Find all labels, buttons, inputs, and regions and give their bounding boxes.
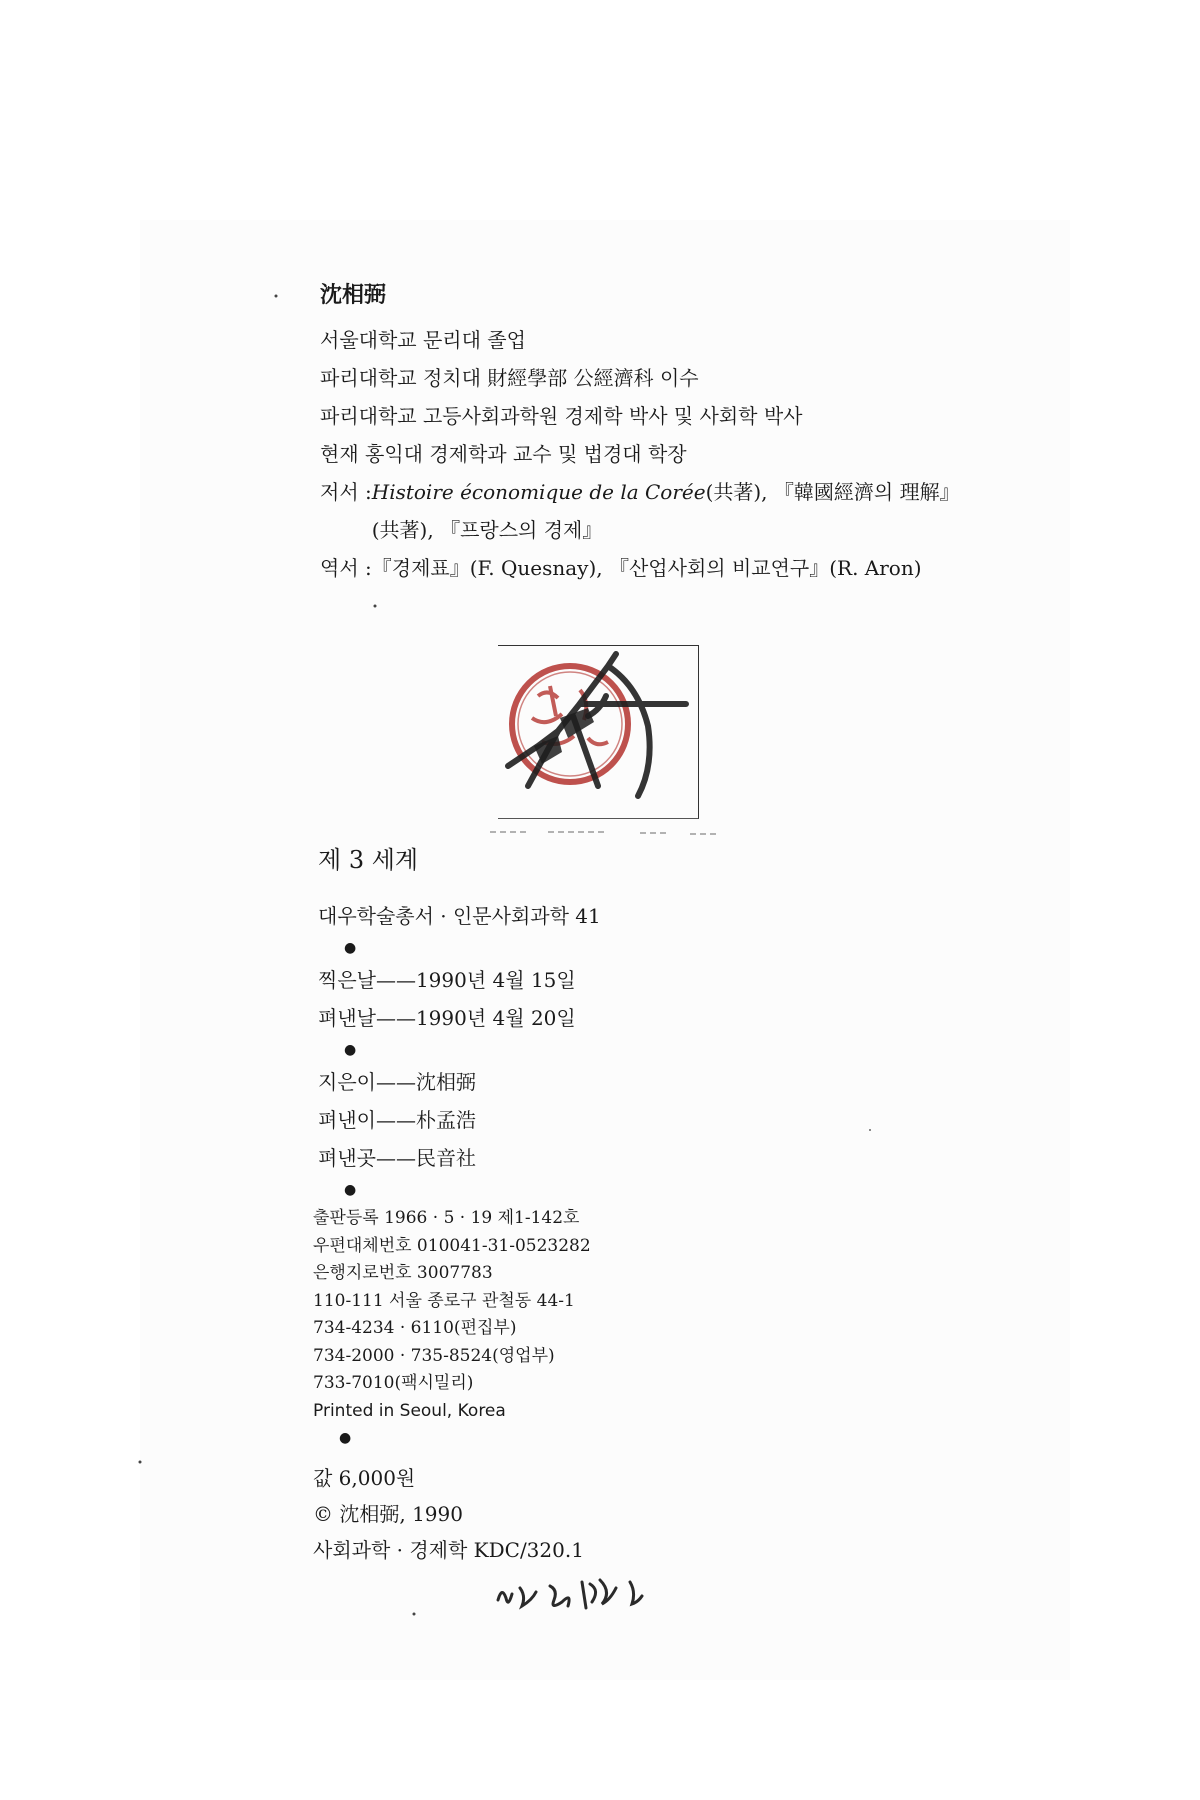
publisher-info-line: 출판등록 1966 · 5 · 19 제1-142호 <box>313 1208 580 1228</box>
author-block <box>320 278 960 587</box>
bio-line: 현재 홍익대 경제학과 교수 및 법경대 학장 <box>320 442 687 466</box>
publisher-info-line: 은행지로번호 3007783 <box>313 1263 493 1283</box>
price: 값 6,000원 <box>313 1466 416 1490</box>
publisher-credit: 펴낸이——朴孟浩 <box>318 1108 476 1132</box>
author-name: 沈相弼 <box>320 282 387 308</box>
publisher-info-line: 733-7010(팩시밀리) <box>313 1373 474 1393</box>
works-rest: (共著), 『韓國經濟의 理解』(共著), 『프랑스의 경제』 <box>371 480 960 542</box>
author-seal-stamp <box>498 645 699 819</box>
series-name: 대우학술총서 · 인문사회과학 41 <box>318 904 601 928</box>
translations-row <box>320 549 960 587</box>
publisher-info-line: 110-111 서울 종로구 관철동 44-1 <box>313 1290 575 1311</box>
translations-text: 『경제표』(F. Quesnay), 『산업사회의 비교연구』(R. Aron) <box>371 556 922 580</box>
book-title: 제 3 세계 <box>318 846 419 874</box>
bio-line: 파리대학교 정치대 財經學部 公經濟科 이수 <box>320 366 699 390</box>
bullet-divider: ● <box>344 1182 357 1198</box>
published-date: 펴낸날——1990년 4월 20일 <box>318 1006 576 1030</box>
classification: 사회과학 · 경제학 KDC/320.1 <box>313 1538 584 1562</box>
handwritten-signature <box>490 1570 670 1620</box>
publishing-house: 펴낸곳——民音社 <box>318 1146 476 1170</box>
publisher-info-block <box>313 1205 913 1451</box>
bullet-divider: ● <box>344 1042 357 1058</box>
bullet-divider: ● <box>339 1430 352 1446</box>
publisher-info-line: 우편대체번호 010041-31-0523282 <box>313 1235 591 1256</box>
bio-line: 파리대학교 고등사회과학원 경제학 박사 및 사회학 박사 <box>320 404 803 428</box>
publisher-info-line: 734-4234 · 6110(편집부) <box>313 1318 517 1338</box>
works-italic-title: Histoire économique de la Corée <box>371 480 706 504</box>
translations-label: 역서 : <box>320 556 372 580</box>
works-row <box>320 473 960 549</box>
price-block <box>313 1460 913 1568</box>
book-info-block <box>318 840 1018 1203</box>
seal-stamp-image <box>498 646 698 818</box>
copyright: © 沈相弼, 1990 <box>313 1502 463 1526</box>
author-credit: 지은이——沈相弼 <box>318 1070 476 1094</box>
bullet-divider: ● <box>344 940 357 956</box>
printed-date: 찍은날——1990년 4월 15일 <box>318 968 576 992</box>
works-text <box>372 473 960 549</box>
publisher-info-line: 734-2000 · 735-8524(영업부) <box>313 1345 555 1366</box>
bio-line: 서울대학교 문리대 졸업 <box>320 328 526 352</box>
printed-in-line: Printed in Seoul, Korea <box>313 1400 506 1421</box>
works-label: 저서 : <box>320 480 372 504</box>
